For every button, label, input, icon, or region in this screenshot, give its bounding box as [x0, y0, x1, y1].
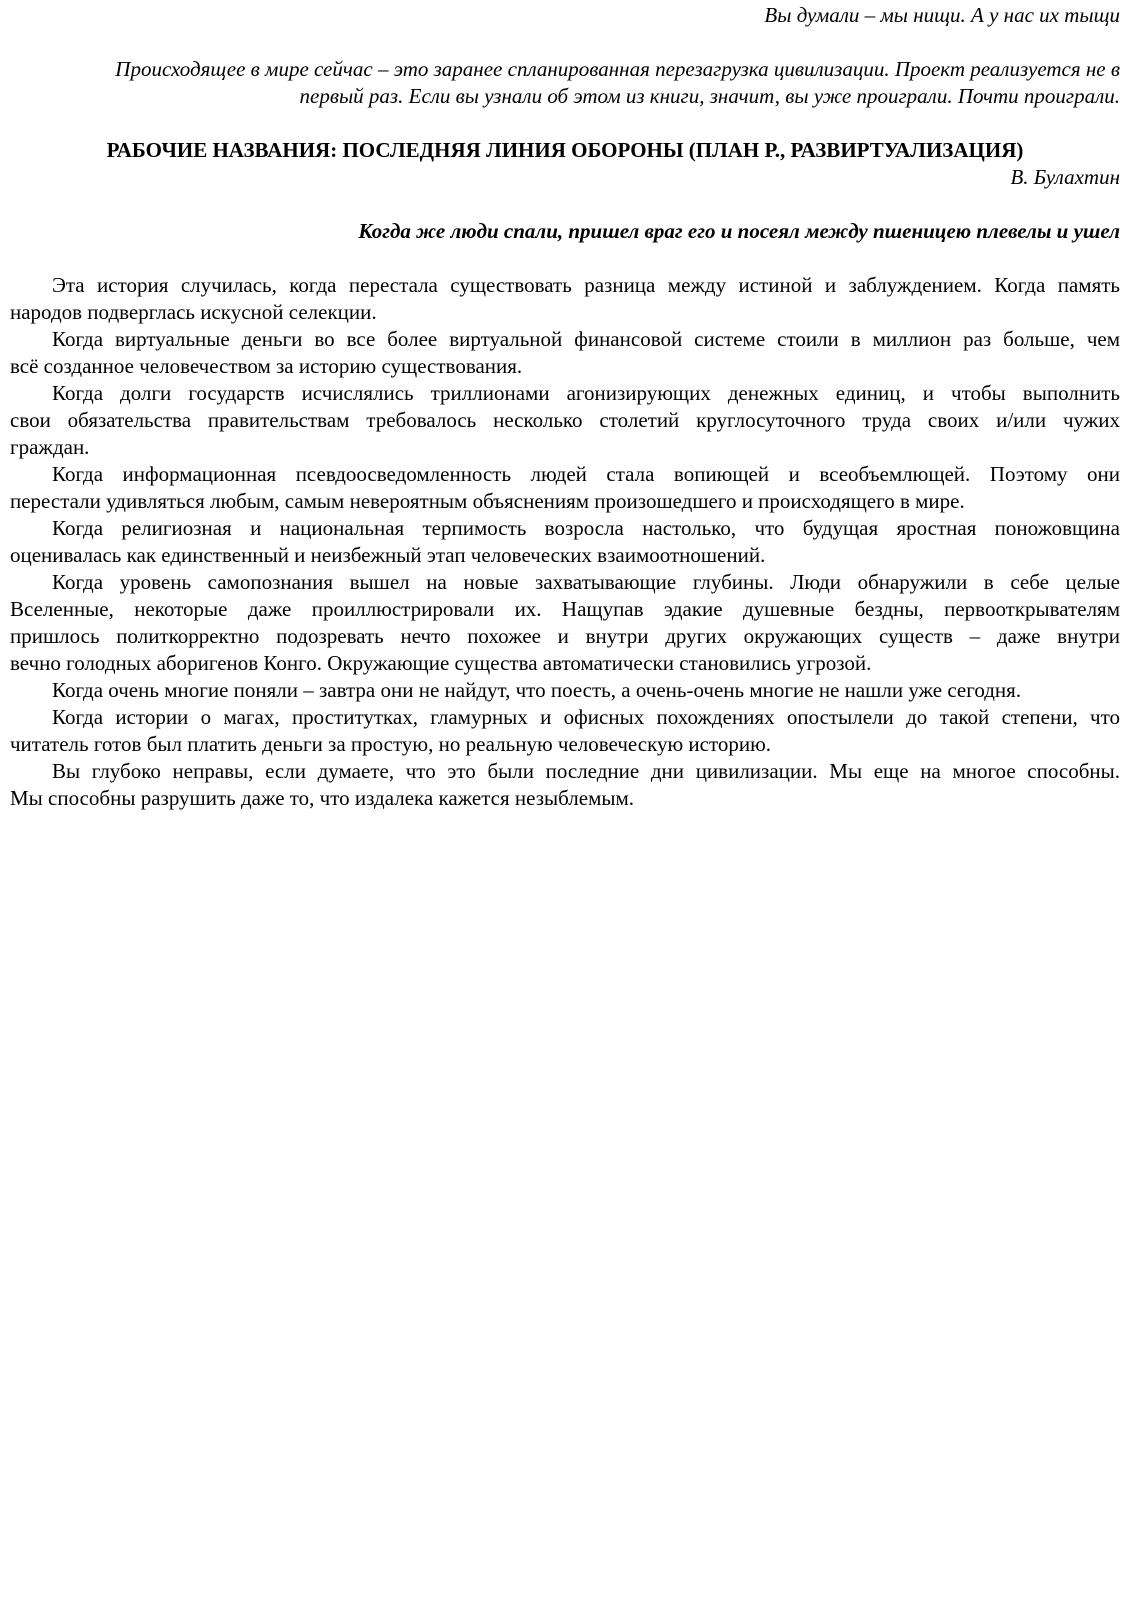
body-line: перестали удивляться любым, самым невероятным объяснениям произошедшего и происходящего в мире.: [10, 489, 965, 513]
body-line: оценивалась как единственный и неизбежный этап человеческих взаимоотношений.: [10, 543, 766, 567]
body-paragraph: [10, 677, 1120, 704]
body-line: Когда долги государств исчислялись триллионами агонизирующих денежных единиц, и чтобы выполнить: [52, 381, 1120, 405]
author-byline: В. Булахтин: [1010, 165, 1120, 189]
body-line: всё созданное человечеством за историю существования.: [10, 354, 523, 378]
epigraph: [10, 56, 1120, 110]
body-line: народов подверглась искусной селекции.: [10, 300, 377, 324]
page-title: РАБОЧИЕ НАЗВАНИЯ: ПОСЛЕДНЯЯ ЛИНИЯ ОБОРОНЫ (ПЛАН Р., РАЗВИРТУАЛИЗАЦИЯ): [106, 138, 1024, 162]
body-line: вечно голодных аборигенов Конго. Окружающие существа автоматически становились угрозой.: [10, 651, 872, 675]
body-line: Вселенные, некоторые даже проиллюстрировали их. Нащупав эдакие душевные бездны, первооткрывателям: [10, 597, 1120, 621]
body-paragraph: [10, 272, 1120, 326]
body-line: свои обязательства правительствам требовалось несколько столетий круглосуточного труда своих и/или чужих: [10, 408, 1120, 432]
epigraph-line: Происходящее в мире сейчас – это заранее спланированная перезагрузка цивилизации. Проект реализуется не в: [115, 57, 1120, 81]
body-paragraph: [10, 380, 1120, 461]
body-line: Когда религиозная и национальная терпимость возросла настолько, что будущая яростная поножовщина: [52, 516, 1120, 540]
body-line: Когда виртуальные деньги во все более виртуальной финансовой системе стоили в миллион раз больше, чем: [52, 327, 1120, 351]
header-motto: Вы думали – мы нищи. А у нас их тыщи: [764, 3, 1120, 27]
biblical-epigraph: Когда же люди спали, пришел враг его и посеял между пшеницею плевелы и ушел: [358, 219, 1120, 243]
body-line: Когда очень многие поняли – завтра они не найдут, что поесть, а очень-очень многие не нашли уже сегодня.: [52, 678, 1022, 702]
body-line: Эта история случилась, когда перестала существовать разница между истиной и заблуждением. Когда память: [52, 273, 1120, 297]
body-line: Когда информационная псевдоосведомленность людей стала вопиющей и всеобъемлющей. Поэтому они: [52, 462, 1120, 486]
body-paragraph: [10, 758, 1120, 812]
body-paragraph: [10, 515, 1120, 569]
body-line: пришлось политкорректно подозревать нечто похожее и внутри других окружающих существ – даже внутри: [10, 624, 1120, 648]
epigraph-line: первый раз. Если вы узнали об этом из книги, значит, вы уже проиграли. Почти проиграли.: [299, 84, 1120, 108]
body-line: Вы глубоко неправы, если думаете, что это были последние дни цивилизации. Мы еще на многое способны.: [52, 759, 1120, 783]
body-line: Когда истории о магах, проститутках, гламурных и офисных похождениях опостылели до такой степени, что: [52, 705, 1120, 729]
body-paragraph: [10, 461, 1120, 515]
body-line: Когда уровень самопознания вышел на новые захватывающие глубины. Люди обнаружили в себе целые: [52, 570, 1120, 594]
body-line: граждан.: [10, 435, 90, 459]
body-line: читатель готов был платить деньги за простую, но реальную человеческую историю.: [10, 732, 772, 756]
body-line: Мы способны разрушить даже то, что издалека кажется незыблемым.: [10, 786, 635, 810]
body-paragraph: [10, 704, 1120, 758]
body-paragraph: [10, 326, 1120, 380]
body-paragraph: [10, 569, 1120, 677]
document-body: [10, 272, 1120, 812]
